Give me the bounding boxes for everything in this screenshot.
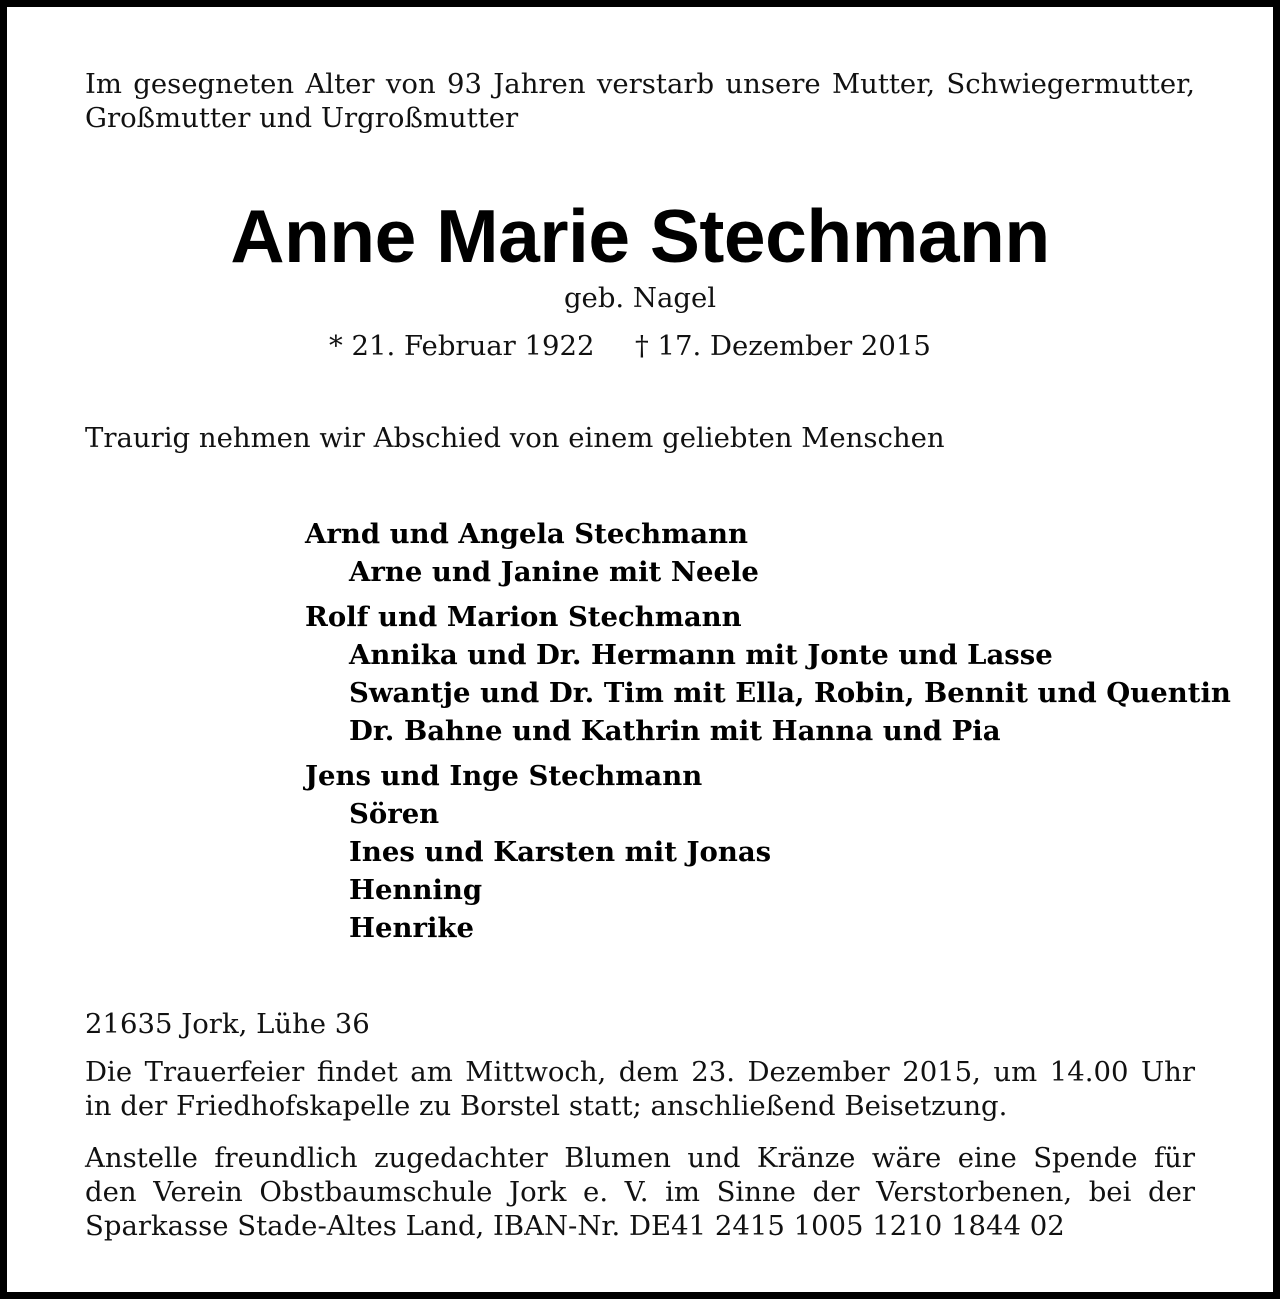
donation-text	[85, 1141, 1195, 1243]
family-head: Rolf und Marion Stechmann	[305, 601, 742, 633]
intro-text	[85, 67, 1195, 135]
deceased-name: Anne Marie Stechmann	[230, 194, 1050, 278]
ceremony-line: Die Trauerfeier findet am Mittwoch, dem 23. Dezember 2015, um 14.00 Uhr	[85, 1056, 1195, 1088]
intro-line: Im gesegneten Alter von 93 Jahren verstarb unsere Mutter, Schwiegermutter,	[85, 68, 1195, 100]
mourners-list	[305, 515, 1231, 947]
family-member: Swantje und Dr. Tim mit Ella, Robin, Bennit und Quentin	[349, 677, 1231, 709]
family-member: Henning	[349, 874, 483, 906]
intro-line: Großmutter und Urgroßmutter	[85, 102, 519, 134]
family-member: Henrike	[349, 912, 474, 944]
ceremony-line: in der Friedhofskapelle zu Borstel statt; anschließend Beisetzung.	[85, 1090, 1008, 1122]
death-date: † 17. Dezember 2015	[635, 330, 931, 362]
address: 21635 Jork, Lühe 36	[85, 1008, 370, 1040]
family-member: Arne und Janine mit Neele	[349, 556, 759, 588]
ceremony-text	[85, 1055, 1195, 1123]
family-member: Annika und Dr. Hermann mit Jonte und Lasse	[349, 639, 1053, 671]
family-head: Arnd und Angela Stechmann	[305, 518, 749, 550]
donation-line: Sparkasse Stade-Altes Land, IBAN-Nr. DE41 2415 1005 1210 1844 02	[85, 1210, 1065, 1242]
family-member: Ines und Karsten mit Jonas	[349, 836, 772, 868]
birth-date: * 21. Februar 1922	[329, 330, 595, 362]
family-member: Sören	[349, 798, 440, 830]
donation-line: den Verein Obstbaumschule Jork e. V. im Sinne der Verstorbenen, bei der	[85, 1176, 1195, 1208]
donation-line: Anstelle freundlich zugedachter Blumen und Kränze wäre eine Spende für	[85, 1142, 1195, 1174]
maiden-name: geb. Nagel	[563, 282, 717, 314]
family-head: Jens und Inge Stechmann	[305, 760, 703, 792]
farewell-text: Traurig nehmen wir Abschied von einem geliebten Menschen	[85, 422, 945, 454]
family-member: Dr. Bahne und Kathrin mit Hanna und Pia	[349, 715, 1001, 747]
